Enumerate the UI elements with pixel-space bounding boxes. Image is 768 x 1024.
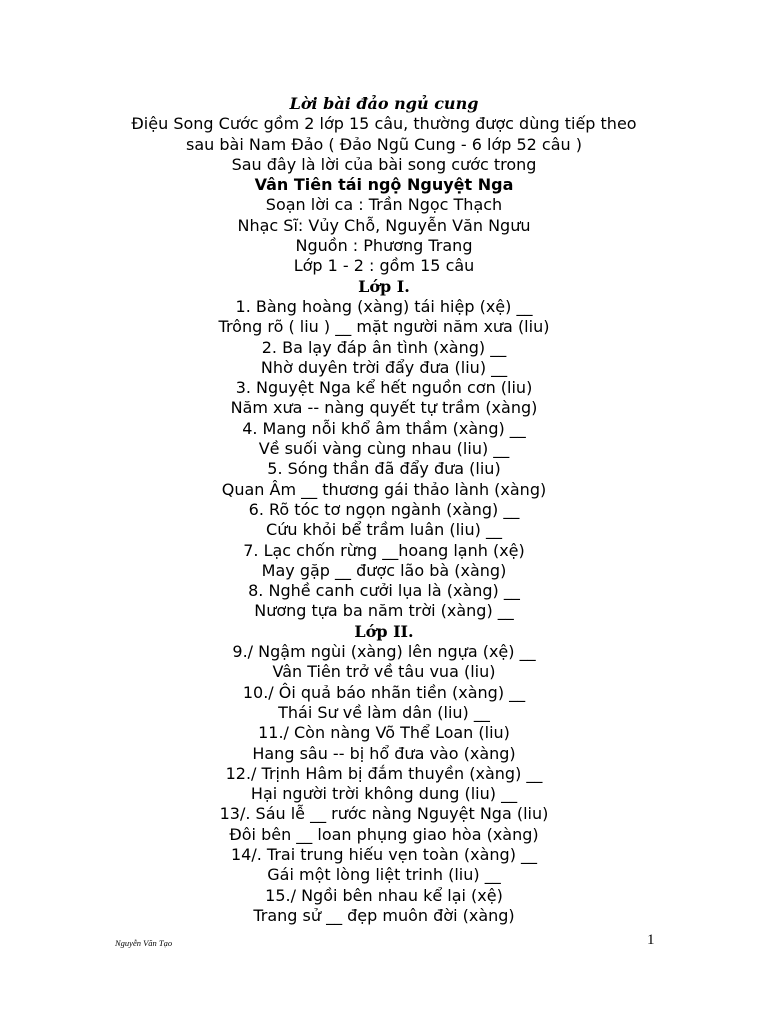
lyric-line: Đôi bên __ loan phụng giao hòa (xàng) <box>229 824 539 844</box>
intro-line: Điệu Song Cước gồm 2 lớp 15 câu, thường được dùng tiếp theo <box>131 114 637 134</box>
section-heading: Lớp I. <box>358 276 410 296</box>
lyric-line: 7. Lạc chốn rừng __hoang lạnh (xệ) <box>243 540 525 560</box>
lyric-line: 14/. Trai trung hiếu vẹn toàn (xàng) __ <box>230 844 538 864</box>
lyric-line: Năm xưa -- nàng quyết tự trầm (xàng) <box>230 398 538 418</box>
song-title: Vân Tiên tái ngộ Nguyệt Nga <box>254 175 514 195</box>
lyric-line: 11./ Còn nàng Võ Thể Loan (liu) <box>258 723 510 743</box>
credit-line: Nguồn : Phương Trang <box>295 236 473 256</box>
intro-line: sau bài Nam Đảo ( Đảo Ngũ Cung - 6 lớp 52 câu ) <box>186 134 582 154</box>
lyric-line: Gái một lòng liệt trinh (liu) __ <box>267 865 501 885</box>
credit-line: Soạn lời ca : Trần Ngọc Thạch <box>265 195 503 215</box>
footer-author: Nguyễn Văn Tạo <box>115 938 173 948</box>
lyric-line: 10./ Ôi quả báo nhãn tiền (xàng) __ <box>242 682 526 702</box>
credit-line: Lớp 1 - 2 : gồm 15 câu <box>293 256 475 276</box>
lyric-line: Hang sâu -- bị hổ đưa vào (xàng) <box>252 743 516 763</box>
lyric-line: Quan Âm __ thương gái thảo lành (xàng) <box>221 479 547 499</box>
lyric-line: Thái Sư về làm dân (liu) __ <box>278 702 490 722</box>
lyric-line: Trang sử __ đẹp muôn đời (xàng) <box>253 905 515 925</box>
document-body <box>0 94 768 926</box>
lyric-line: 6. Rõ tóc tơ ngọn ngành (xàng) __ <box>248 499 520 519</box>
lyric-line: Trông rõ ( liu ) __ mặt người năm xưa (liu) <box>218 317 550 337</box>
lyric-line: Cứu khỏi bể trầm luân (liu) __ <box>266 520 502 540</box>
lyric-line: 9./ Ngậm ngùi (xàng) lên ngựa (xệ) __ <box>232 642 536 662</box>
lyric-line: 8. Nghề canh cưởi lụa là (xàng) __ <box>248 581 520 601</box>
page-number: 1 <box>647 932 655 948</box>
lyric-line: 13/. Sáu lễ __ rước nàng Nguyệt Nga (liu) <box>219 804 549 824</box>
lyric-line: Nương tựa ba năm trời (xàng) __ <box>254 601 514 621</box>
lyric-line: Nhờ duyên trời đẩy đưa (liu) __ <box>260 357 508 377</box>
lyric-line: 5. Sóng thần đã đẩy đưa (liu) <box>267 459 501 479</box>
lyric-line: Vân Tiên trở về tâu vua (liu) <box>272 662 496 682</box>
lyric-line: 1. Bàng hoàng (xàng) tái hiệp (xệ) __ <box>235 296 533 316</box>
lyric-line: Hại người trời không dung (liu) __ <box>250 784 518 804</box>
lyric-line: Về suối vàng cùng nhau (liu) __ <box>258 439 510 459</box>
intro-line: Sau đây là lời của bài song cước trong <box>231 154 537 174</box>
lyric-line: 15./ Ngồi bên nhau kể lại (xệ) <box>265 885 503 905</box>
section-heading: Lớp II. <box>354 621 414 641</box>
document-title: Lời bài đảo ngủ cung <box>289 94 479 113</box>
lyric-line: May gặp __ được lão bà (xàng) <box>261 560 507 580</box>
lyric-line: 3. Nguyệt Nga kể hết nguồn cơn (liu) <box>235 378 533 398</box>
lyric-line: 12./ Trịnh Hâm bị đắm thuyền (xàng) __ <box>225 763 543 783</box>
lyric-line: 2. Ba lạy đáp ân tình (xàng) __ <box>261 337 507 357</box>
lyric-line: 4. Mang nỗi khổ âm thầm (xàng) __ <box>242 418 526 438</box>
credit-line: Nhạc Sĩ: Vủy Chỗ, Nguyễn Văn Ngưu <box>237 215 531 235</box>
